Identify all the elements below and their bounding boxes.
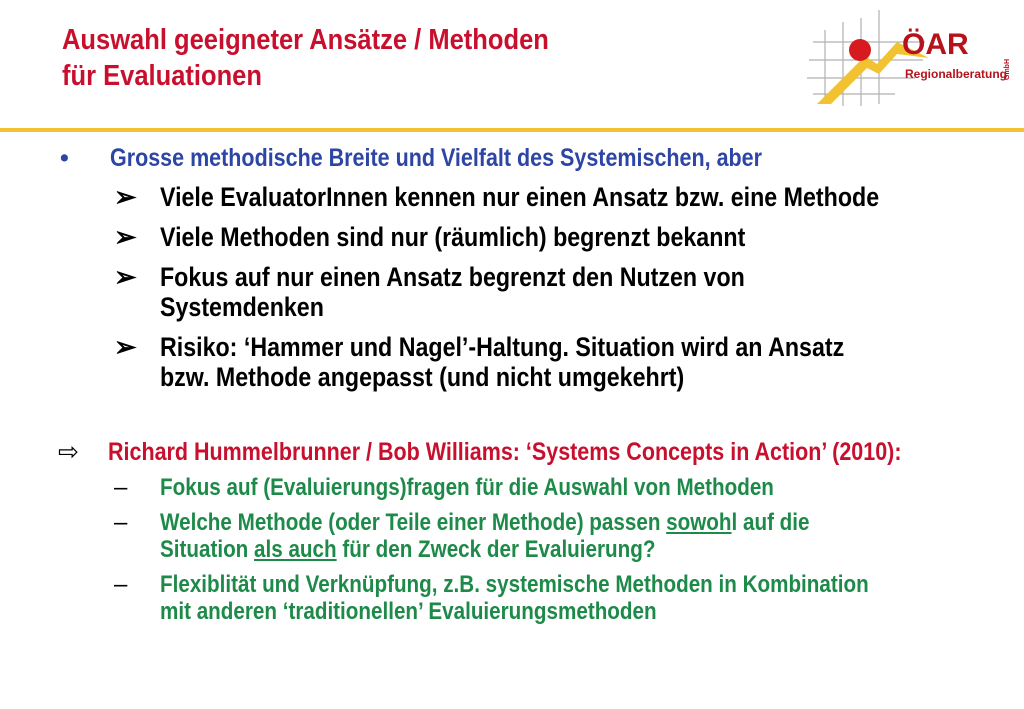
logo-subtitle: Regionalberatung <box>905 67 1008 81</box>
dash-item-line: Flexiblität und Verknüpfung, z.B. systemische Methoden in Kombination <box>160 571 869 598</box>
bullet-2-text: Richard Hummelbrunner / Bob Williams: ‘Systems Concepts in Action’ (2010): <box>108 438 902 466</box>
underlined-text: als auch <box>254 536 337 563</box>
sub-bullet-line: Viele EvaluatorInnen kennen nur einen Ansatz bzw. eine Methode <box>160 182 880 212</box>
sub-bullet-text <box>160 182 879 212</box>
dash-item <box>114 509 998 563</box>
dash-item <box>114 474 998 501</box>
dash-item-text: Fokus auf (Evaluierungs)fragen für die Auswahl von Methoden <box>160 474 774 501</box>
sub-bullet-text <box>160 332 844 392</box>
slide-body <box>58 144 998 625</box>
logo-brand: ÖAR <box>902 28 969 61</box>
dash-item-text <box>160 509 810 563</box>
sub-bullet <box>114 222 998 252</box>
dash-icon: – <box>114 474 128 501</box>
sub-bullet-line: Systemdenken <box>160 292 324 322</box>
dash-item-line <box>160 536 810 563</box>
dash-icon: – <box>114 571 128 598</box>
text-run: Welche Methode (oder Teile einer Methode) passen <box>160 509 667 536</box>
sub-bullet-line: Viele Methoden sind nur (räumlich) begrenzt bekannt <box>160 222 746 252</box>
dash-item <box>114 571 998 625</box>
text-run: für den Zweck der Evaluierung? <box>336 536 656 563</box>
sub-bullet <box>114 332 998 392</box>
title-divider <box>0 128 1024 132</box>
sub-bullet-text <box>160 222 745 252</box>
outline-arrow-icon: ⇨ <box>58 438 79 466</box>
bullet-1 <box>58 144 998 172</box>
underlined-text: sowoh <box>666 509 732 536</box>
dash-item-line <box>160 509 810 536</box>
sub-bullet <box>114 182 998 212</box>
sub-bullet-text <box>160 262 745 322</box>
bullet-1-text: Grosse methodische Breite und Vielfalt des Systemischen, aber <box>110 144 763 172</box>
bullet-dot-icon: • <box>60 144 69 172</box>
page-title-line-1: Auswahl geeigneter Ansätze / Methoden <box>62 24 549 56</box>
sub-bullet-line: Fokus auf nur einen Ansatz begrenzt den Nutzen von <box>160 262 745 292</box>
sub-bullet-line: Risiko: ‘Hammer und Nagel’-Haltung. Situation wird an Ansatz <box>160 332 845 362</box>
dash-item-text <box>160 571 869 625</box>
page-title <box>62 22 549 94</box>
sub-bullet <box>114 262 998 322</box>
arrowhead-icon: ➢ <box>114 222 137 252</box>
page-title-line-2: für Evaluationen <box>62 60 262 92</box>
dash-item-line: mit anderen ‘traditionellen’ Evaluierungsmethoden <box>160 598 657 625</box>
arrowhead-icon: ➢ <box>114 262 137 292</box>
text-run: l auf die <box>731 509 810 536</box>
text-run: Situation <box>160 536 255 563</box>
oear-logo <box>805 8 1015 108</box>
arrowhead-icon: ➢ <box>114 332 137 362</box>
bullet-2 <box>58 438 998 466</box>
arrowhead-icon: ➢ <box>114 182 137 212</box>
logo-tag: GmbH <box>1004 59 1011 80</box>
dash-icon: – <box>114 509 128 536</box>
sub-bullet-line: bzw. Methode angepasst (und nicht umgekehrt) <box>160 362 685 392</box>
